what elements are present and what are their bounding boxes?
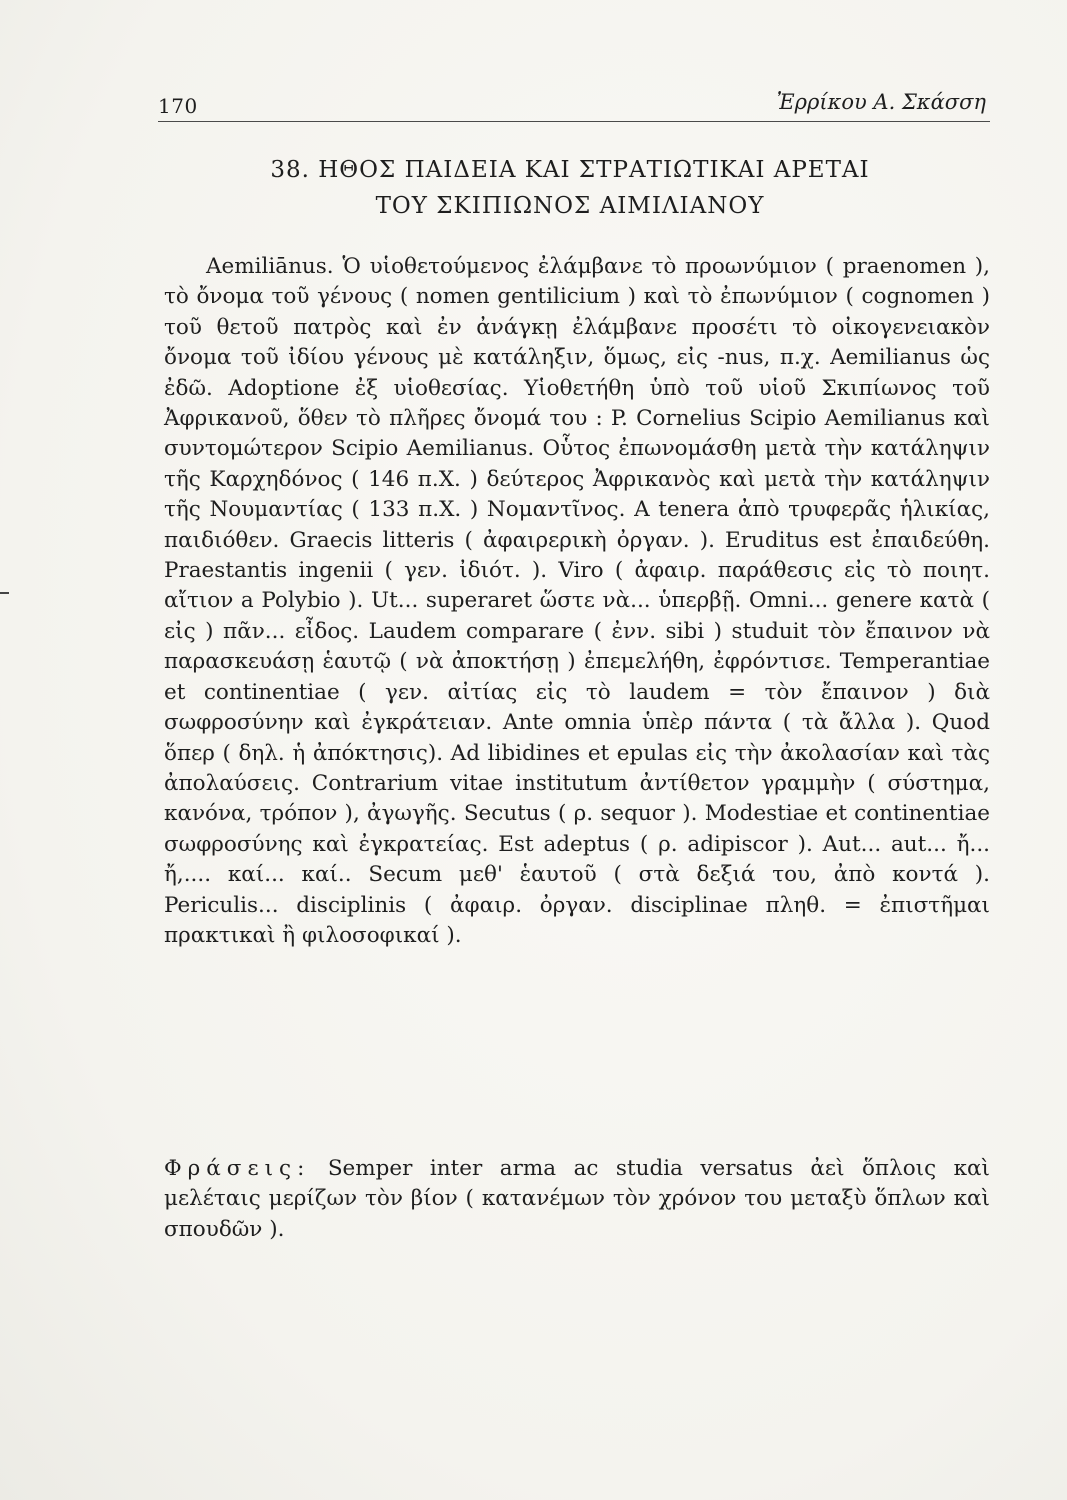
- phrases-section: [164, 1154, 990, 1245]
- section-title: [150, 152, 990, 224]
- page-number: 170: [158, 94, 198, 118]
- phrases-text: Semper inter arma ac studia versatus ἀεὶ ὅπλοις καὶ μελέταις μερίζων τὸν βίον ( κατανέμων τὸν χρόνον του μεταξὺ ὅπλων καὶ σπουδῶν ).: [164, 1156, 990, 1242]
- page-header: [158, 82, 990, 122]
- section-title-line-2: ΤΟΥ ΣΚΙΠΙΩΝΟΣ ΑΙΜΙΛΙΑΝΟΥ: [375, 193, 765, 219]
- section-title-line-1: 38. ΗΘΟΣ ΠΑΙΔΕΙΑ ΚΑΙ ΣΤΡΑΤΙΩΤΙΚΑΙ ΑΡΕΤΑΙ: [270, 157, 870, 183]
- phrases-paragraph: [164, 1154, 990, 1245]
- header-rule: [158, 121, 990, 122]
- phrases-label: Φράσεις:: [164, 1156, 311, 1181]
- commentary-text: [164, 252, 990, 951]
- running-head: Ἐρρίκου Α. Σκάσση: [776, 90, 986, 114]
- page-edge-mark: [0, 592, 9, 594]
- commentary-paragraph: Aemiliānus. Ὁ υἱοθετούμενος ἐλάμβανε τὸ προωνύμιον ( praenomen ), τὸ ὄνομα τοῦ γένους ( nomen gentilicium ) καὶ τὸ ἐπωνύμιον ( cognomen ) τοῦ θετοῦ πατρὸς καὶ ἐν ἀνάγκῃ ἐλάμβανε προσέτι τὸ οἰκογενειακὸν ὄνομα τοῦ ἰδίου γένους μὲ κατάληξιν, ὅμως, εἰς -nus, π.χ. Aemilianus ὡς ἐδῶ. Adoptione ἐξ υἱοθεσίας. Υἱοθετήθη ὑπὸ τοῦ υἱοῦ Σκιπίωνος τοῦ Ἀφρικανοῦ, ὅθεν τὸ πλῆρες ὄνομά του : P. Cornelius Scipio Aemilianus καὶ συντομώτερον Scipio Aemilianus. Οὗτος ἐπωνομάσθη μετὰ τὴν κατάληψιν τῆς Καρχηδόνος ( 146 π.Χ. ) δεύτερος Ἀφρικανὸς καὶ μετὰ τὴν κατάληψιν τῆς Νουμαντίας ( 133 π.Χ. ) Νομαντῖνος. A tenera ἀπὸ τρυφερᾶς ἡλικίας, παιδιόθεν. Graecis litteris ( ἀφαιρερικὴ ὀργαν. ). Eruditus est ἐπαιδεύθη. Praestantis ingenii ( γεν. ἰδιότ. ). Viro ( ἀφαιρ. παράθεσις εἰς τὸ ποιητ. αἴτιον a Polybio ). Ut... superaret ὥστε νὰ... ὑπερβῇ. Omni... genere κατὰ ( εἰς ) πᾶν... εἶδος. Laudem comparare ( ἐνν. sibi ) studuit τὸν ἔπαινον νὰ παρασκευάσῃ ἑαυτῷ ( νὰ ἀποκτήσῃ ) ἐπεμελήθη, ἐφρόντισε. Temperantiae et continentiae ( γεν. αἰτίας εἰς τὸ laudem = τὸν ἔπαινον ) διὰ σωφροσύνην καὶ ἐγκράτειαν. Ante omnia ὑπὲρ πάντα ( τὰ ἄλλα ). Quod ὅπερ ( δηλ. ἡ ἀπόκτησις). Ad libidines et epulas εἰς τὴν ἀκολασίαν καὶ τὰς ἀπολαύσεις. Contrarium vitae institutum ἀντίθετον γραμμὴν ( σύστημα, κανόνα, τρόπον ), ἀγωγῆς. Secutus ( ρ. sequor ). Modestiae et continentiae σωφροσύνης καὶ ἐγκρατείας. Est adeptus ( ρ. adipiscor ). Aut... aut... ἤ... ἤ,.... καί... καί.. Secum μεθ' ἑαυτοῦ ( στὰ δεξιά του, ἀπὸ κοντά ). Periculis... disciplinis ( ἀφαιρ. ὀργαν. disciplinae πληθ. = ἐπιστῆμαι πρακτικαὶ ἢ φιλοσοφικαί ).: [164, 254, 990, 948]
